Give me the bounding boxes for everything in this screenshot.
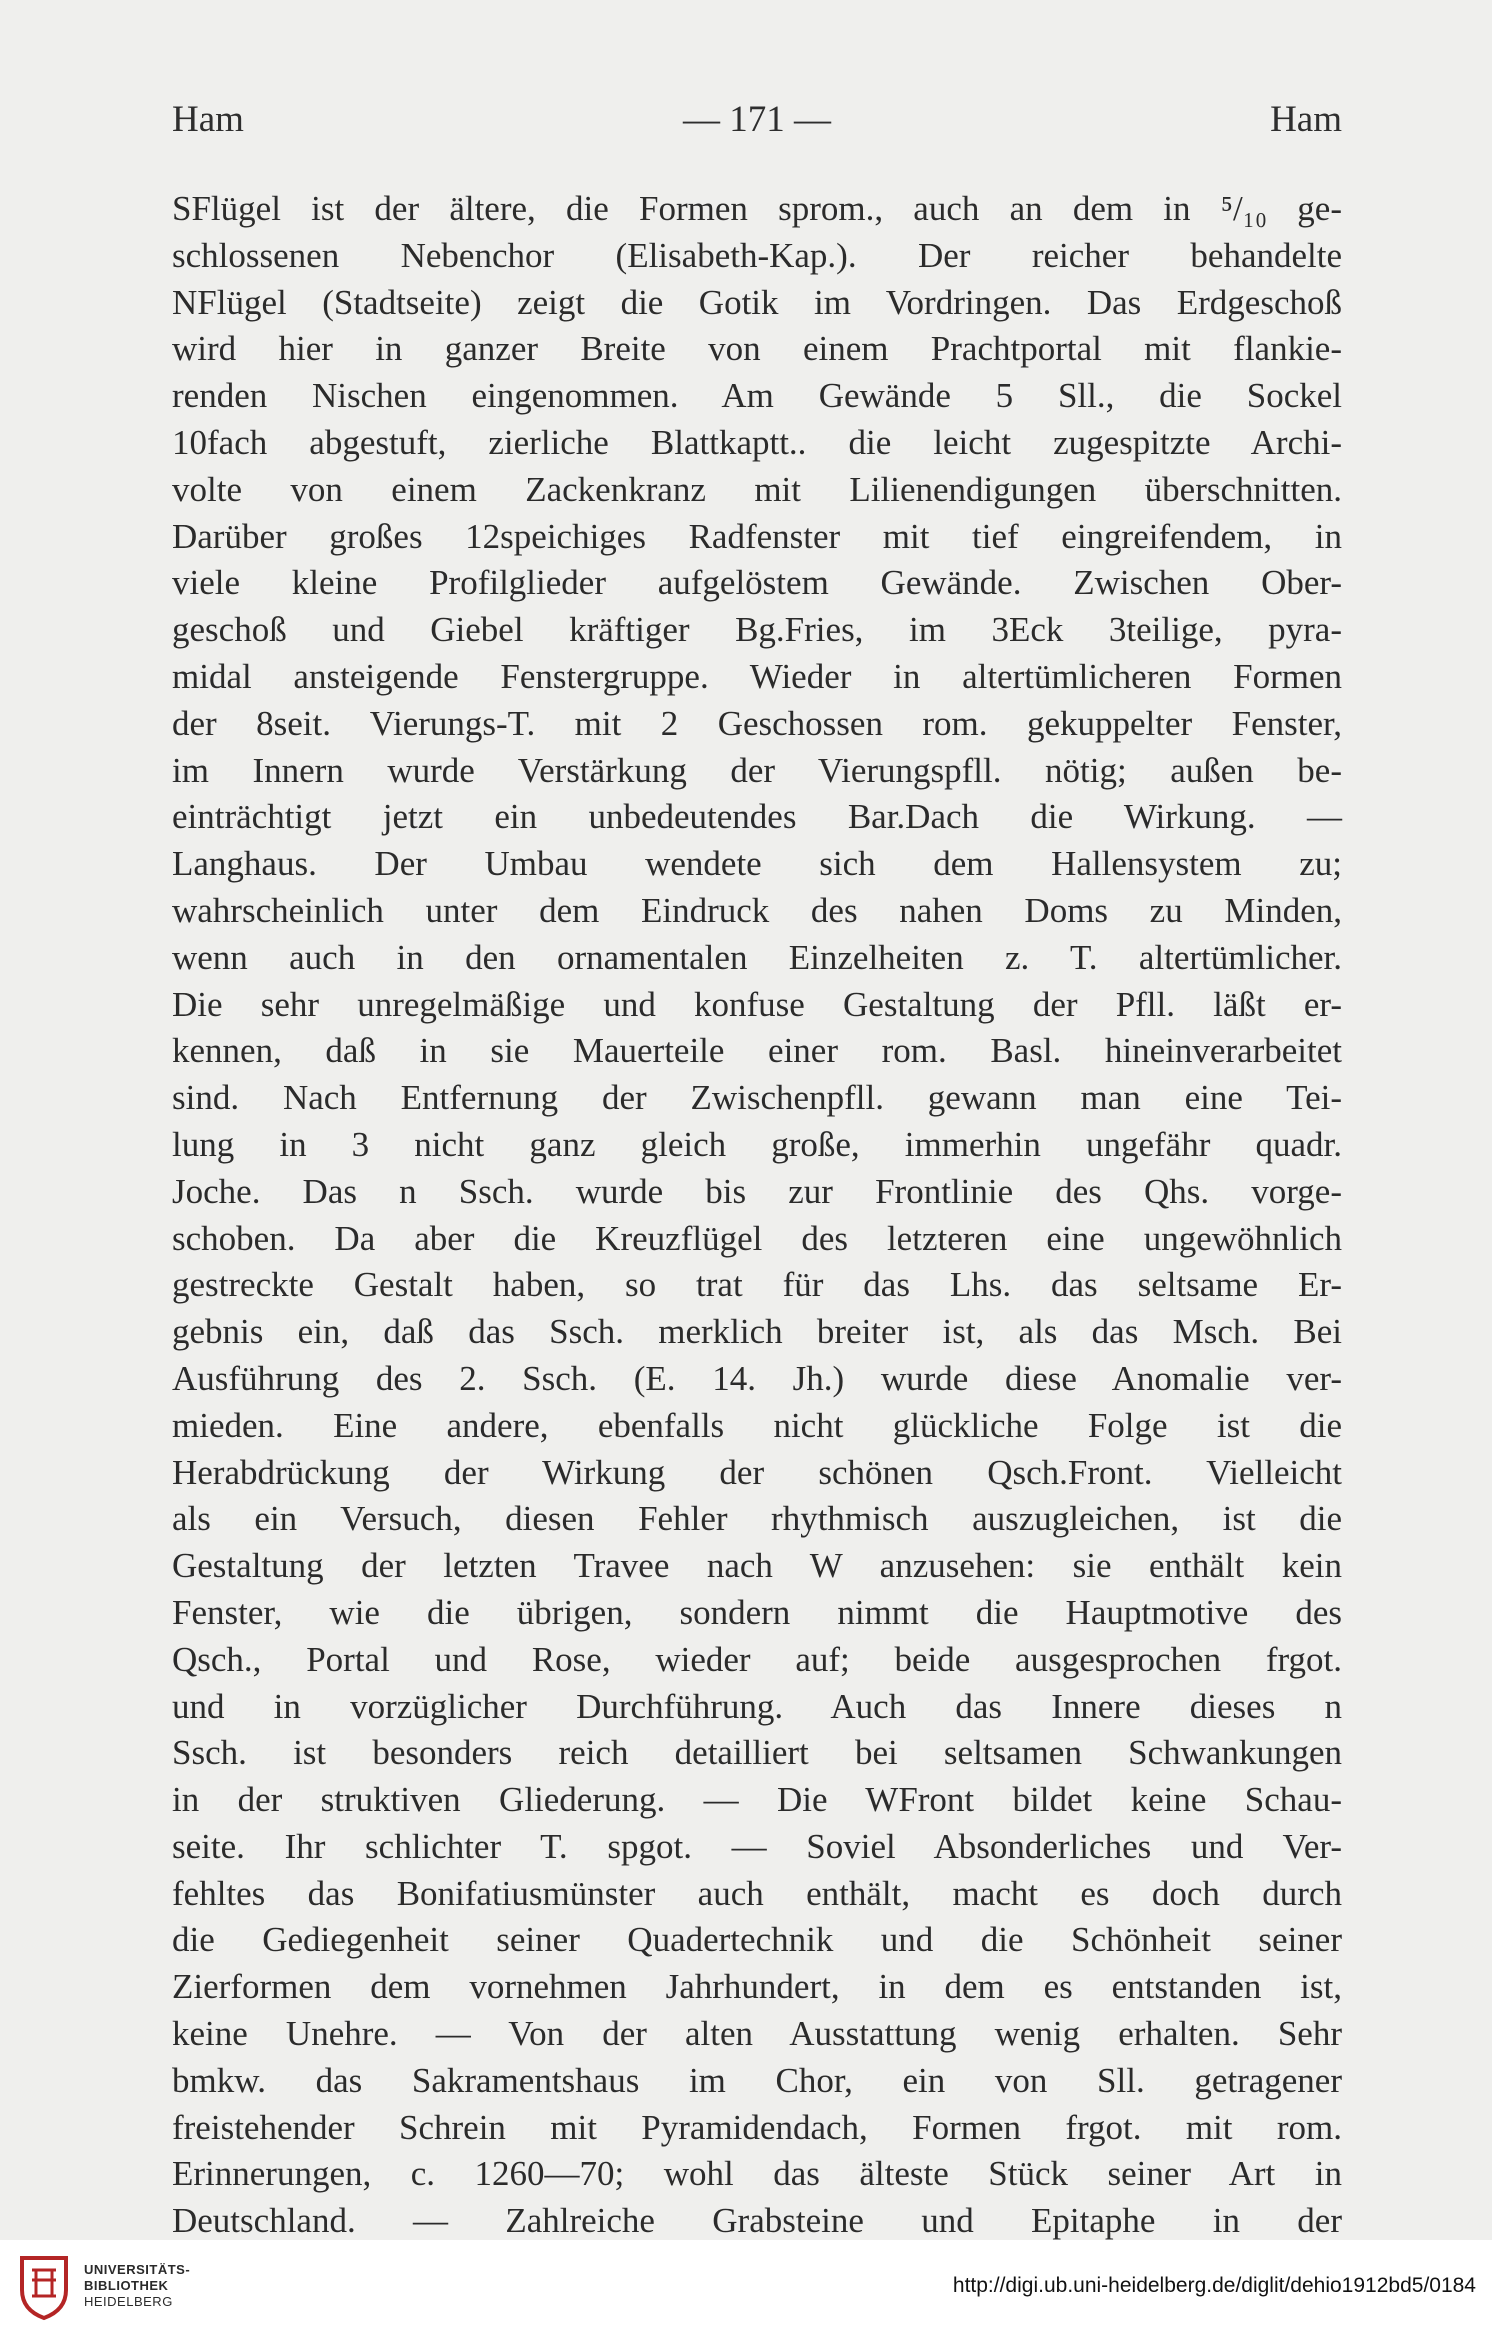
header-right-keyword: Ham bbox=[1270, 99, 1342, 140]
text-line: viele kleine Profilglieder aufgelöstem Gewände. Zwischen Ober- bbox=[172, 563, 1342, 603]
text-line: kennen, daß in sie Mauerteile einer rom. Basl. hineinverarbeitet bbox=[172, 1031, 1342, 1071]
text-line: schlossenen Nebenchor (Elisabeth-Kap.). Der reicher behandelte bbox=[172, 235, 1342, 275]
text-line: im Innern wurde Verstärkung der Vierungspfll. nötig; außen be- bbox=[172, 750, 1342, 790]
source-url-link[interactable]: http://digi.ub.uni-heidelberg.de/diglit/dehio1912bd5/0184 bbox=[952, 2274, 1476, 2297]
text-line: sind. Nach Entfernung der Zwischenpfll. gewann man eine Tei- bbox=[172, 1078, 1342, 1118]
text-line: renden Nischen eingenommen. Am Gewände 5 Sll., die Sockel bbox=[172, 376, 1342, 416]
library-name-line3: HEIDELBERG bbox=[84, 2294, 173, 2309]
text-line: wird hier in ganzer Breite von einem Prachtportal mit flankie- bbox=[172, 329, 1342, 369]
text-line: Joche. Das n Ssch. wurde bis zur Frontlinie des Qhs. vorge- bbox=[172, 1171, 1342, 1211]
running-header bbox=[172, 98, 1342, 146]
text-line: Deutschland. — Zahlreiche Grabsteine und Epitaphe in der bbox=[172, 2201, 1342, 2241]
text-line: midal ansteigende Fenstergruppe. Wieder in altertümlicheren Formen bbox=[172, 656, 1342, 696]
text-line: Die sehr unregelmäßige und konfuse Gestaltung der Pfll. läßt er- bbox=[172, 984, 1342, 1024]
library-name-line2: BIBLIOTHEK bbox=[84, 2278, 169, 2293]
text-line: Ssch. ist besonders reich detailliert bei seltsamen Schwankungen bbox=[172, 1733, 1342, 1773]
university-seal-icon bbox=[14, 2252, 74, 2322]
text-line: SFlügel ist der ältere, die Formen sprom., auch an dem in ⁵/₁₀ ge- bbox=[172, 189, 1342, 228]
text-line: Erinnerungen, c. 1260—70; wohl das älteste Stück seiner Art in bbox=[172, 2154, 1342, 2194]
text-line: Langhaus. Der Umbau wendete sich dem Hallensystem zu; bbox=[172, 844, 1342, 884]
text-line: einträchtigt jetzt ein unbedeutendes Bar.Dach die Wirkung. — bbox=[172, 797, 1342, 837]
text-line: fehltes das Bonifatiusmünster auch enthält, macht es doch durch bbox=[172, 1873, 1342, 1913]
text-line: gebnis ein, daß das Ssch. merklich breiter ist, als das Msch. Bei bbox=[172, 1312, 1342, 1352]
text-line: Zierformen dem vornehmen Jahrhundert, in dem es entstanden ist, bbox=[172, 1967, 1342, 2007]
text-line: 10fach abgestuft, zierliche Blattkaptt.. die leicht zugespitzte Archi- bbox=[172, 422, 1342, 462]
text-line: volte von einem Zackenkranz mit Lilienendigungen überschnitten. bbox=[172, 469, 1342, 509]
text-line: lung in 3 nicht ganz gleich große, immerhin ungefähr quadr. bbox=[172, 1124, 1342, 1164]
text-line: seite. Ihr schlichter T. spgot. — Soviel Absonderliches und Ver- bbox=[172, 1826, 1342, 1866]
text-line: schoben. Da aber die Kreuzflügel des letzteren eine ungewöhnlich bbox=[172, 1218, 1342, 1258]
text-line: wenn auch in den ornamentalen Einzelheiten z. T. altertümlicher. bbox=[172, 937, 1342, 977]
digitization-footer bbox=[0, 2240, 1492, 2351]
page-number: — 171 — bbox=[683, 99, 831, 140]
text-line: Ausführung des 2. Ssch. (E. 14. Jh.) wurde diese Anomalie ver- bbox=[172, 1358, 1342, 1398]
text-line: in der struktiven Gliederung. — Die WFront bildet keine Schau- bbox=[172, 1780, 1342, 1820]
text-line: Qsch., Portal und Rose, wieder auf; beide ausgesprochen frgot. bbox=[172, 1639, 1342, 1679]
library-name-line1: UNIVERSITÄTS- bbox=[84, 2262, 191, 2277]
text-line: NFlügel (Stadtseite) zeigt die Gotik im Vordringen. Das Erdgeschoß bbox=[172, 282, 1342, 322]
text-line: bmkw. das Sakramentshaus im Chor, ein von Sll. getragener bbox=[172, 2060, 1342, 2100]
header-left-keyword: Ham bbox=[172, 99, 244, 140]
text-line: als ein Versuch, diesen Fehler rhythmisch auszugleichen, ist die bbox=[172, 1499, 1342, 1539]
text-line: und in vorzüglicher Durchführung. Auch das Innere dieses n bbox=[172, 1686, 1342, 1726]
text-line: freistehender Schrein mit Pyramidendach, Formen frgot. mit rom. bbox=[172, 2107, 1342, 2147]
text-line: Darüber großes 12speichiges Radfenster mit tief eingreifendem, in bbox=[172, 516, 1342, 556]
library-name bbox=[84, 2262, 190, 2310]
text-line: wahrscheinlich unter dem Eindruck des nahen Doms zu Minden, bbox=[172, 890, 1342, 930]
text-line: geschoß und Giebel kräftiger Bg.Fries, im 3Eck 3teilige, pyra- bbox=[172, 610, 1342, 650]
text-line: Fenster, wie die übrigen, sondern nimmt die Hauptmotive des bbox=[172, 1592, 1342, 1632]
text-line: die Gediegenheit seiner Quadertechnik und die Schönheit seiner bbox=[172, 1920, 1342, 1960]
text-line: mieden. Eine andere, ebenfalls nicht glückliche Folge ist die bbox=[172, 1405, 1342, 1445]
text-line: Gestaltung der letzten Travee nach W anzusehen: sie enthält kein bbox=[172, 1546, 1342, 1586]
body-text bbox=[172, 186, 1342, 2245]
text-line: keine Unehre. — Von der alten Ausstattung wenig erhalten. Sehr bbox=[172, 2014, 1342, 2054]
text-line: der 8seit. Vierungs-T. mit 2 Geschossen rom. gekuppelter Fenster, bbox=[172, 703, 1342, 743]
text-line: gestreckte Gestalt haben, so trat für das Lhs. das seltsame Er- bbox=[172, 1265, 1342, 1305]
text-line: Herabdrückung der Wirkung der schönen Qsch.Front. Vielleicht bbox=[172, 1452, 1342, 1492]
